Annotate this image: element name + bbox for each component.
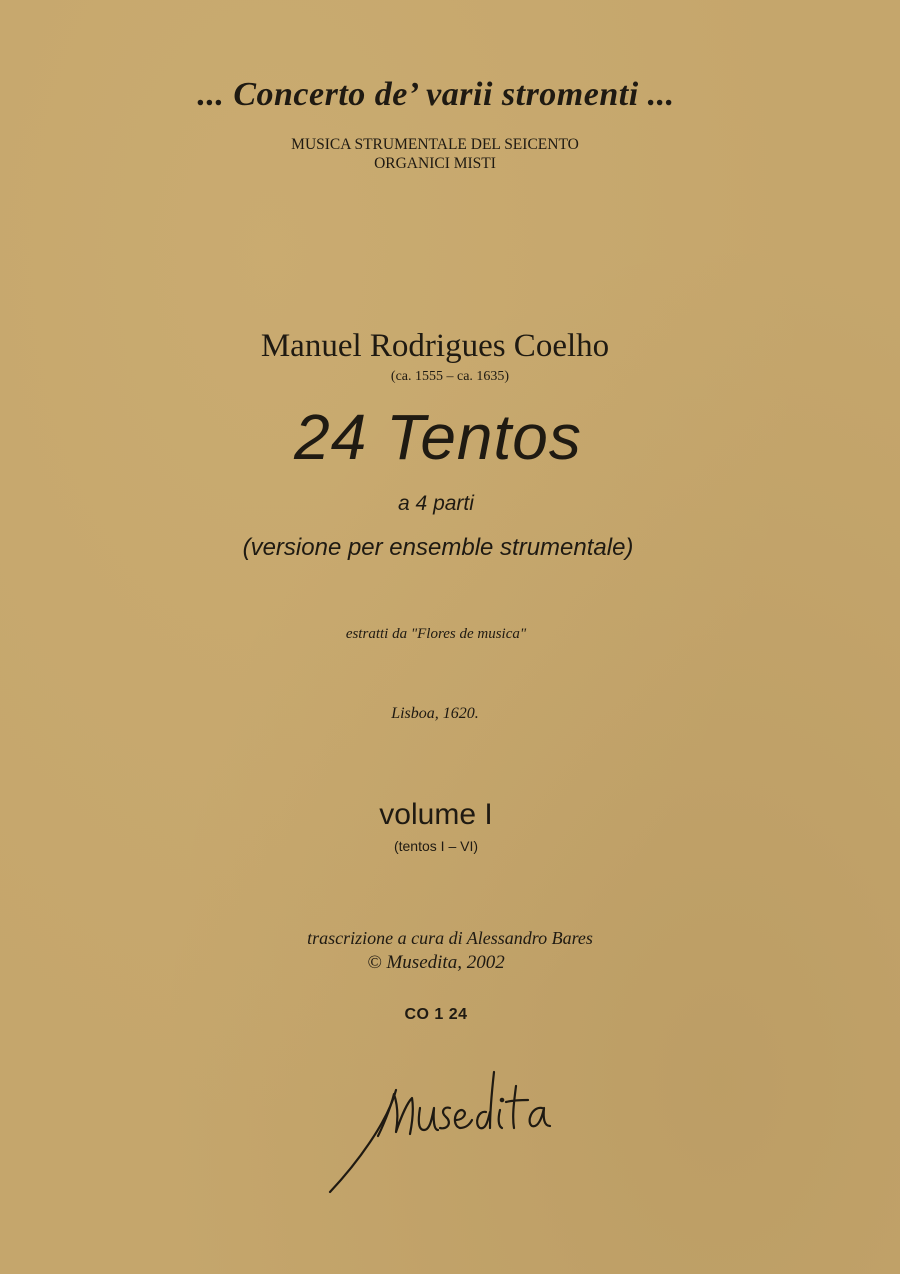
composer-name: Manuel Rodrigues Coelho xyxy=(260,328,610,364)
work-place-year: Lisboa, 1620. xyxy=(391,705,479,722)
transcription-credit: trascrizione a cura di Alessandro Bares xyxy=(307,928,593,948)
series-title: ... Concerto de’ varii stromenti ... xyxy=(197,76,675,113)
volume-label: volume I xyxy=(379,798,493,831)
work-version: (versione per ensemble strumentale) xyxy=(242,534,634,561)
copyright-notice: © Musedita, 2002 xyxy=(367,952,505,973)
musedita-signature-logo xyxy=(320,1050,570,1200)
series-subtitle-2: ORGANICI MISTI xyxy=(374,155,496,172)
work-source: estratti da "Flores de musica" xyxy=(345,626,527,642)
composer-dates: (ca. 1555 – ca. 1635) xyxy=(390,369,510,384)
catalog-number: CO 1 24 xyxy=(404,1006,468,1023)
work-parts: a 4 parti xyxy=(398,492,474,515)
volume-range: (tentos I – VI) xyxy=(393,838,479,854)
series-subtitle-1: MUSICA STRUMENTALE DEL SEICENTO xyxy=(291,136,579,153)
work-title: 24 Tentos xyxy=(294,401,582,473)
